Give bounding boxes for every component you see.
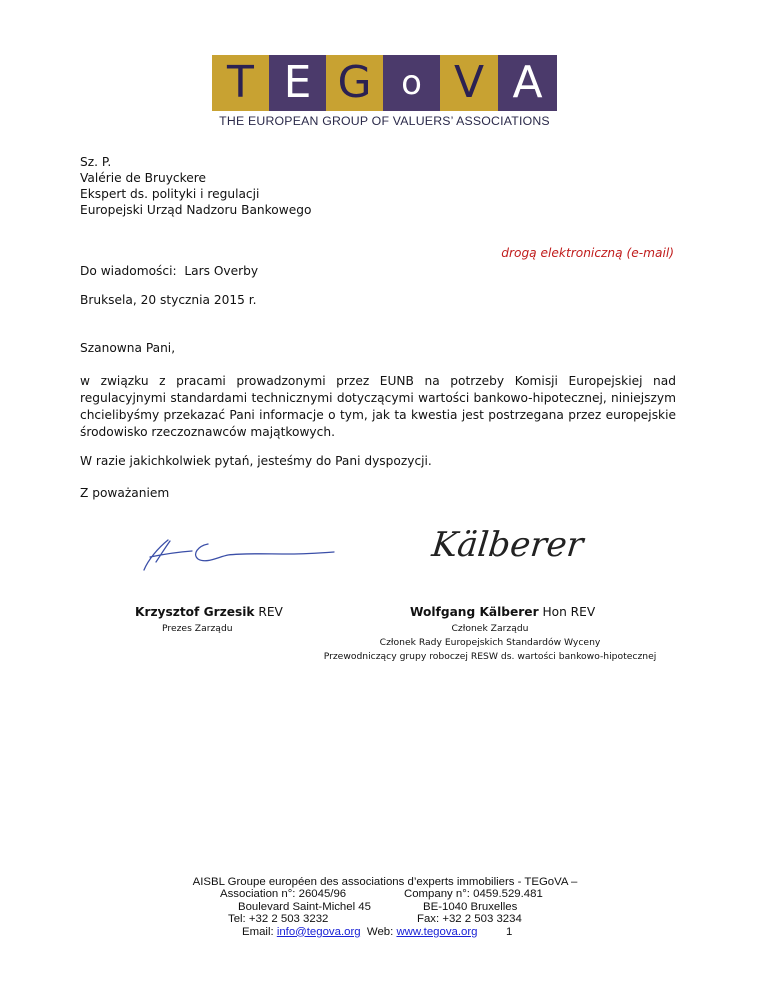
email-link[interactable]: info@tegova.org bbox=[276, 925, 361, 938]
recipient-line: Ekspert ds. polityki i regulacji bbox=[80, 187, 260, 201]
footer-row-contact bbox=[150, 926, 620, 938]
date-line: Bruksela, 20 stycznia 2015 r. bbox=[80, 293, 257, 307]
footer-row-address bbox=[150, 901, 620, 913]
logo-letter-v: V bbox=[440, 55, 498, 111]
logo-tagline: THE EUROPEAN GROUP OF VALUERS’ ASSOCIATIONS bbox=[219, 114, 550, 128]
signatory-kalberer-roles bbox=[290, 622, 690, 664]
signatory-grzesik-name bbox=[135, 605, 283, 619]
salutation: Szanowna Pani, bbox=[80, 341, 176, 355]
logo-letter-a: A bbox=[498, 55, 557, 111]
footer-company: Company n°: 0459.529.481 bbox=[404, 888, 543, 901]
web-label: Web: bbox=[360, 925, 397, 938]
signatory-name: Krzysztof Grzesik bbox=[135, 605, 255, 619]
signatory-role: Przewodniczący grupy roboczej RESW ds. wartości bankowo-hipotecznej bbox=[323, 651, 657, 662]
cc-line: Do wiadomości: Lars Overby bbox=[80, 264, 259, 278]
footer-association: Association n°: 26045/96 bbox=[220, 888, 347, 901]
signature-grzesik bbox=[140, 530, 340, 575]
signatory-kalberer-name bbox=[410, 605, 595, 619]
signature-kalberer: Kälberer bbox=[429, 525, 586, 565]
signatory-name: Wolfgang Kälberer bbox=[410, 605, 539, 619]
footer-org: AISBL Groupe européen des associations d’experts immobiliers - TEGoVA – bbox=[192, 876, 578, 888]
closing: Z poważaniem bbox=[80, 486, 170, 500]
signatory-suffix: REV bbox=[254, 605, 283, 619]
recipient-block bbox=[80, 154, 311, 218]
footer-address: Boulevard Saint-Michel 45 bbox=[238, 900, 371, 913]
recipient-line: Valérie de Bruyckere bbox=[80, 171, 206, 185]
footer-postcode: BE-1040 Bruxelles bbox=[423, 900, 518, 913]
logo-letter-o: o bbox=[383, 55, 440, 111]
footer-tel: Tel: +32 2 503 3232 bbox=[228, 913, 329, 926]
signatory-role: Członek Rady Europejskich Standardów Wyceny bbox=[379, 637, 601, 648]
page-number: 1 bbox=[506, 925, 513, 938]
delivery-note: drogą elektroniczną (e-mail) bbox=[501, 246, 674, 260]
footer-row-phone bbox=[150, 913, 620, 925]
logo-letter-g: G bbox=[326, 55, 383, 111]
footer-fax: Fax: +32 2 503 3234 bbox=[417, 913, 522, 926]
logo-letter-t: T bbox=[212, 55, 269, 111]
recipient-line: Sz. P. bbox=[80, 155, 112, 169]
footer-contact bbox=[242, 926, 478, 938]
signatory-suffix: Hon REV bbox=[538, 605, 596, 619]
body-paragraph-1: w związku z pracami prowadzonymi przez EUNB na potrzeby Komisji Europejskiej nad regulacyjnymi standardami technicznymi dotyczącymi wartości bankowo-hipotecznej, niniejszym chcielibyśmy przekazać Pani informacje o tym, jak ta kwestia jest postrzegana przez europejskie środowisko rzeczoznawców majątkowych. bbox=[80, 374, 676, 439]
web-link[interactable]: www.tegova.org bbox=[396, 925, 478, 938]
email-label: Email: bbox=[242, 925, 277, 938]
body-paragraph-2: W razie jakichkolwiek pytań, jesteśmy do Pani dyspozycji. bbox=[80, 454, 432, 468]
footer bbox=[150, 876, 620, 938]
tegova-logo bbox=[212, 55, 557, 130]
logo-letter-e: E bbox=[269, 55, 326, 111]
signatory-grzesik-role: Prezes Zarządu bbox=[162, 623, 233, 634]
signatory-role: Członek Zarządu bbox=[451, 623, 529, 634]
footer-row-ids bbox=[150, 888, 620, 900]
recipient-line: Europejski Urząd Nadzoru Bankowego bbox=[80, 203, 312, 217]
